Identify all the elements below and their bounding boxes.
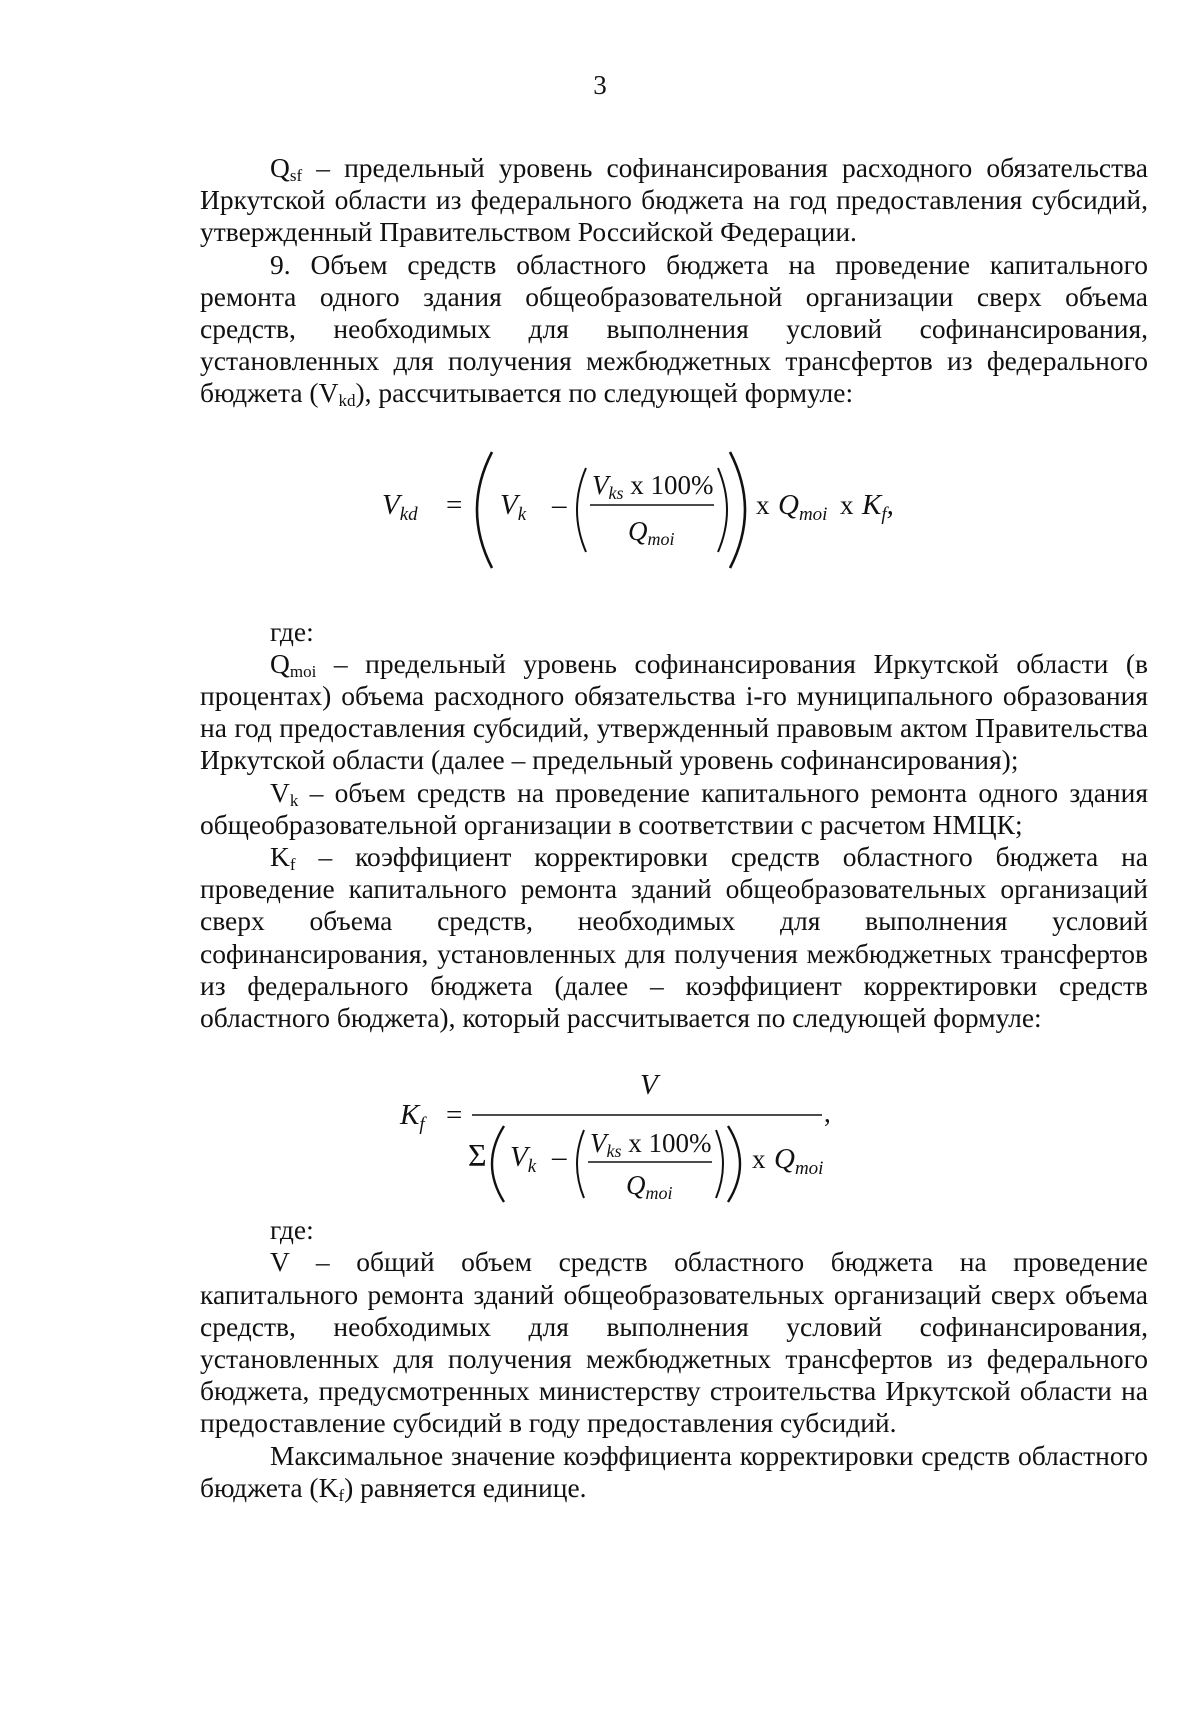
- symbol-sub: moi: [289, 661, 317, 681]
- formula-comma: ,: [824, 1098, 831, 1129]
- paragraph-9: [200, 249, 1148, 410]
- formula-vkd-svg: [200, 410, 1148, 610]
- outer-paren-right: [728, 1126, 740, 1202]
- formula-vk: $V_k$: [510, 1141, 537, 1178]
- where-label-2: где:: [270, 1214, 314, 1246]
- symbol-sub: sf: [289, 166, 303, 185]
- formula-equals: =: [446, 488, 463, 521]
- formula-times: x: [752, 1144, 766, 1175]
- formula-lhs: $V_{kd}$: [382, 488, 418, 525]
- paragraph-text-end: ) равняется единице.: [344, 1471, 587, 1503]
- formula-times-2: x: [840, 489, 854, 520]
- paragraph-text-start: Максимальное значение коэффициента корректировки средств областного бюджета (K: [200, 1439, 1148, 1503]
- inner-paren-left: [577, 468, 586, 552]
- formula-equals: =: [446, 1099, 463, 1132]
- inner-paren-right: [718, 468, 727, 552]
- symbol-v: V: [270, 776, 290, 808]
- symbol-sub: k: [289, 790, 299, 810]
- symbol-sub: f: [289, 855, 296, 875]
- formula-minus: –: [552, 488, 567, 521]
- inner-paren-right: [716, 1130, 723, 1198]
- symbol-sub: f: [338, 1485, 345, 1505]
- formula-vk: $V_k$: [500, 488, 527, 525]
- paragraph-text: – предельный уровень софинансирования расходного обязательства Иркутской области из федерального бюджета на год предоставления субсидий, утвержденный Правительством Российской Федерации.: [200, 152, 1148, 248]
- page-number: 3: [593, 70, 607, 100]
- formula-kf-svg: [200, 1034, 1148, 1208]
- formula-times-1: x: [756, 489, 770, 520]
- paragraph-text: – предельный уровень софинансирования Иркутской области (в процентах) объема расходного обязательства i-го муниципального образования на год предоставления субсидий, утвержденный правовым актом Правительства Иркутской области (далее – предельный уровень софинансирования);: [200, 647, 1148, 776]
- symbol-q: Q: [270, 647, 290, 679]
- paragraph-text: – коэффициент корректировки средств областного бюджета на проведение капитального ремонта зданий общеобразовательных организаций сверх объема средств, необходимых для выполнения условий софинансирования, установленных для получения межбюджетных трансфертов из федерального бюджета (далее – коэффициент корректировки средств областного бюджета), который рассчитывается по следующей формуле:: [200, 841, 1148, 1034]
- paragraph-vk-definition: [200, 777, 1148, 841]
- formula-numerator: V: [640, 1069, 658, 1102]
- paragraph-v-definition: V – общий объем средств областного бюджета на проведение капитального ремонта зданий общеобразовательных организаций сверх объема средств, необходимых для выполнения условий софинансирования, установленных для получения межбюджетных трансфертов из федерального бюджета, предусмотренных министерству строительства Иркутской области на предоставление субсидий в году предоставления субсидий.: [200, 1246, 1148, 1439]
- formula-q: $Q_{moi}$: [778, 488, 828, 525]
- symbol-k: K: [270, 841, 290, 873]
- paragraph-max-coefficient: [200, 1440, 1148, 1504]
- formula-inner-numerator: Vks x 100%: [590, 1128, 712, 1162]
- paragraph-text-end: ), рассчитывается по следующей формуле:: [355, 377, 854, 409]
- symbol-q: Q: [270, 152, 290, 183]
- formula-sigma: Σ: [468, 1137, 487, 1174]
- paragraph-qmoi-definition: [200, 648, 1148, 777]
- outer-paren-left: [492, 1126, 504, 1202]
- formula-kf: [200, 1034, 1148, 1208]
- formula-minus: –: [552, 1141, 567, 1174]
- formula-q: $Q_{moi}$: [774, 1143, 824, 1180]
- outer-paren-left: [477, 452, 492, 568]
- outer-paren-right: [730, 452, 745, 568]
- formula-denominator: Qmoi: [628, 515, 675, 549]
- inner-paren-left: [577, 1130, 584, 1198]
- paragraph-text: – объем средств на проведение капитального ремонта одного здания общеобразовательной организации в соответствии с расчетом НМЦК;: [200, 776, 1148, 840]
- paragraph-qsf-definition: [200, 152, 1148, 249]
- formula-k: $K_f$,: [862, 488, 894, 525]
- paragraph-kf-definition: [200, 841, 1148, 1034]
- formula-inner-denominator: Qmoi: [626, 1170, 673, 1204]
- symbol-sub: kd: [338, 391, 356, 411]
- formula-vkd: [200, 410, 1148, 610]
- paragraph-text-start: 9. Объем средств областного бюджета на проведение капитального ремонта одного здания общеобразовательной организации сверх объема средств, необходимых для выполнения условий софинансирования, установленных для получения межбюджетных трансфертов из федерального бюджета (V: [200, 248, 1148, 409]
- where-label-1: где:: [270, 615, 314, 647]
- formula-numerator: Vks x 100%: [592, 469, 714, 503]
- document-body: [200, 152, 1148, 1504]
- formula-lhs: $K_f$: [400, 1099, 425, 1136]
